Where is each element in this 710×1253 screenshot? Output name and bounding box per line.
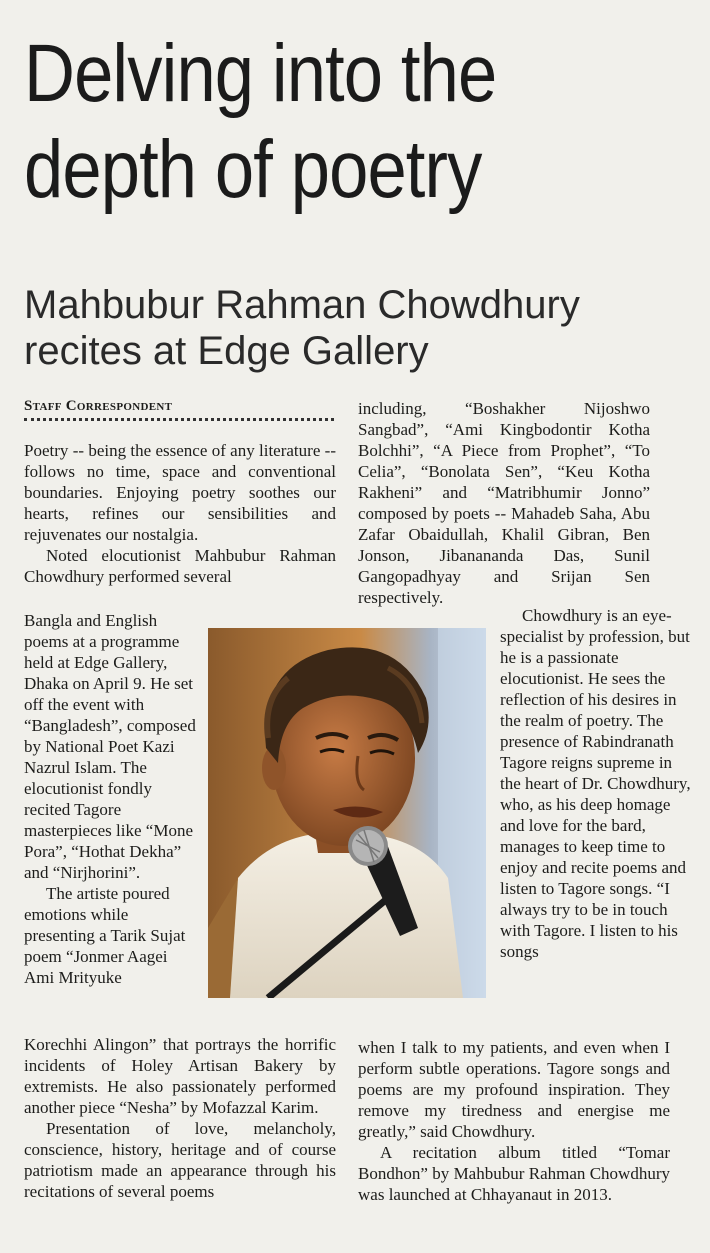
byline: Staff Correspondent [24, 398, 173, 414]
headline [24, 26, 600, 218]
paragraph-2-start: Noted elocutionist Mahbubur Rahman Chowdhury performed several [24, 546, 336, 586]
subhead-line-1: Mahbubur Rahman Chowdhury [24, 283, 580, 327]
left-column-top [24, 440, 336, 587]
paragraph-2-cont: Bangla and English poems at a programme held at Edge Gallery, Dhaka on April 9. He set off the event with “Bangladesh”, composed by National Poet Kazi Nazrul Islam. The elocutionist fondly recited Tagore masterpieces like “Mone Pora”, “Hothat Dekha” and “Nirjhorini”. [24, 611, 196, 882]
headline-line-2: depth of poetry [24, 124, 482, 215]
left-column-narrow [24, 610, 196, 988]
dotted-divider [24, 418, 334, 421]
right-column-narrow [500, 605, 692, 962]
paragraph-5: including, “Boshakher Nijoshwo Sangbad”, “Ami Kingbodontir Kotha Bolchhi”, “A Piece from Prophet”, “To Celia”, “Bonolata Sen”, “Keu Kotha Rakheni” and “Matribhumir Jonno” composed by poets -- Mahadeb Saha, Abu Zafar Obaidullah, Khalil Gibran, Ben Jonson, Jibanananda Das, Sunil Gangopadhyay and Srijan Sen respectively. [358, 399, 650, 607]
left-column-bottom [24, 1034, 336, 1202]
subheadline [24, 282, 694, 374]
subhead-line-2: recites at Edge Gallery [24, 329, 429, 373]
paragraph-6-cont: when I talk to my patients, and even when I perform subtle operations. Tagore songs and poems are my profound inspiration. They remove my tiredness and energise me greatly,” said Chowdhury. [358, 1038, 670, 1141]
paragraph-6-start: Chowdhury is an eye-specialist by profession, but he is a passionate elocutionist. He sees the reflection of his desires in the realm of poetry. The presence of Rabindranath Tagore reigns supreme in the heart of Dr. Chowdhury, who, as his deep homage and love for the bard, manages to keep time to enjoy and recite poems and listen to Tagore songs. “I always try to be in touch with Tagore. I listen to his songs [500, 606, 691, 961]
headline-line-1: Delving into the [24, 28, 497, 119]
right-column-top [358, 398, 650, 608]
paragraph-3-cont: Korechhi Alingon” that portrays the horrific incidents of Holey Artisan Bakery by extremists. He also passionately performed another piece “Nesha” by Mofazzal Karim. [24, 1035, 336, 1117]
paragraph-4: Presentation of love, melancholy, conscience, history, heritage and of course patriotism made an appearance through his recitations of several poems [24, 1119, 336, 1201]
paragraph-3-start: The artiste poured emotions while presenting a Tarik Sujat poem “Jonmer Aagei Ami Mrityuke [24, 884, 186, 987]
paragraph-7: A recitation album titled “Tomar Bondhon” by Mahbubur Rahman Chowdhury was launched at Chhayanaut in 2013. [358, 1143, 670, 1204]
paragraph-1: Poetry -- being the essence of any literature -- follows no time, space and conventional boundaries. Enjoying poetry soothes our hearts, refines our sensibilities and rejuvenates our nostalgia. [24, 441, 336, 544]
performer-photo [208, 628, 486, 998]
right-column-bottom [358, 1037, 670, 1205]
